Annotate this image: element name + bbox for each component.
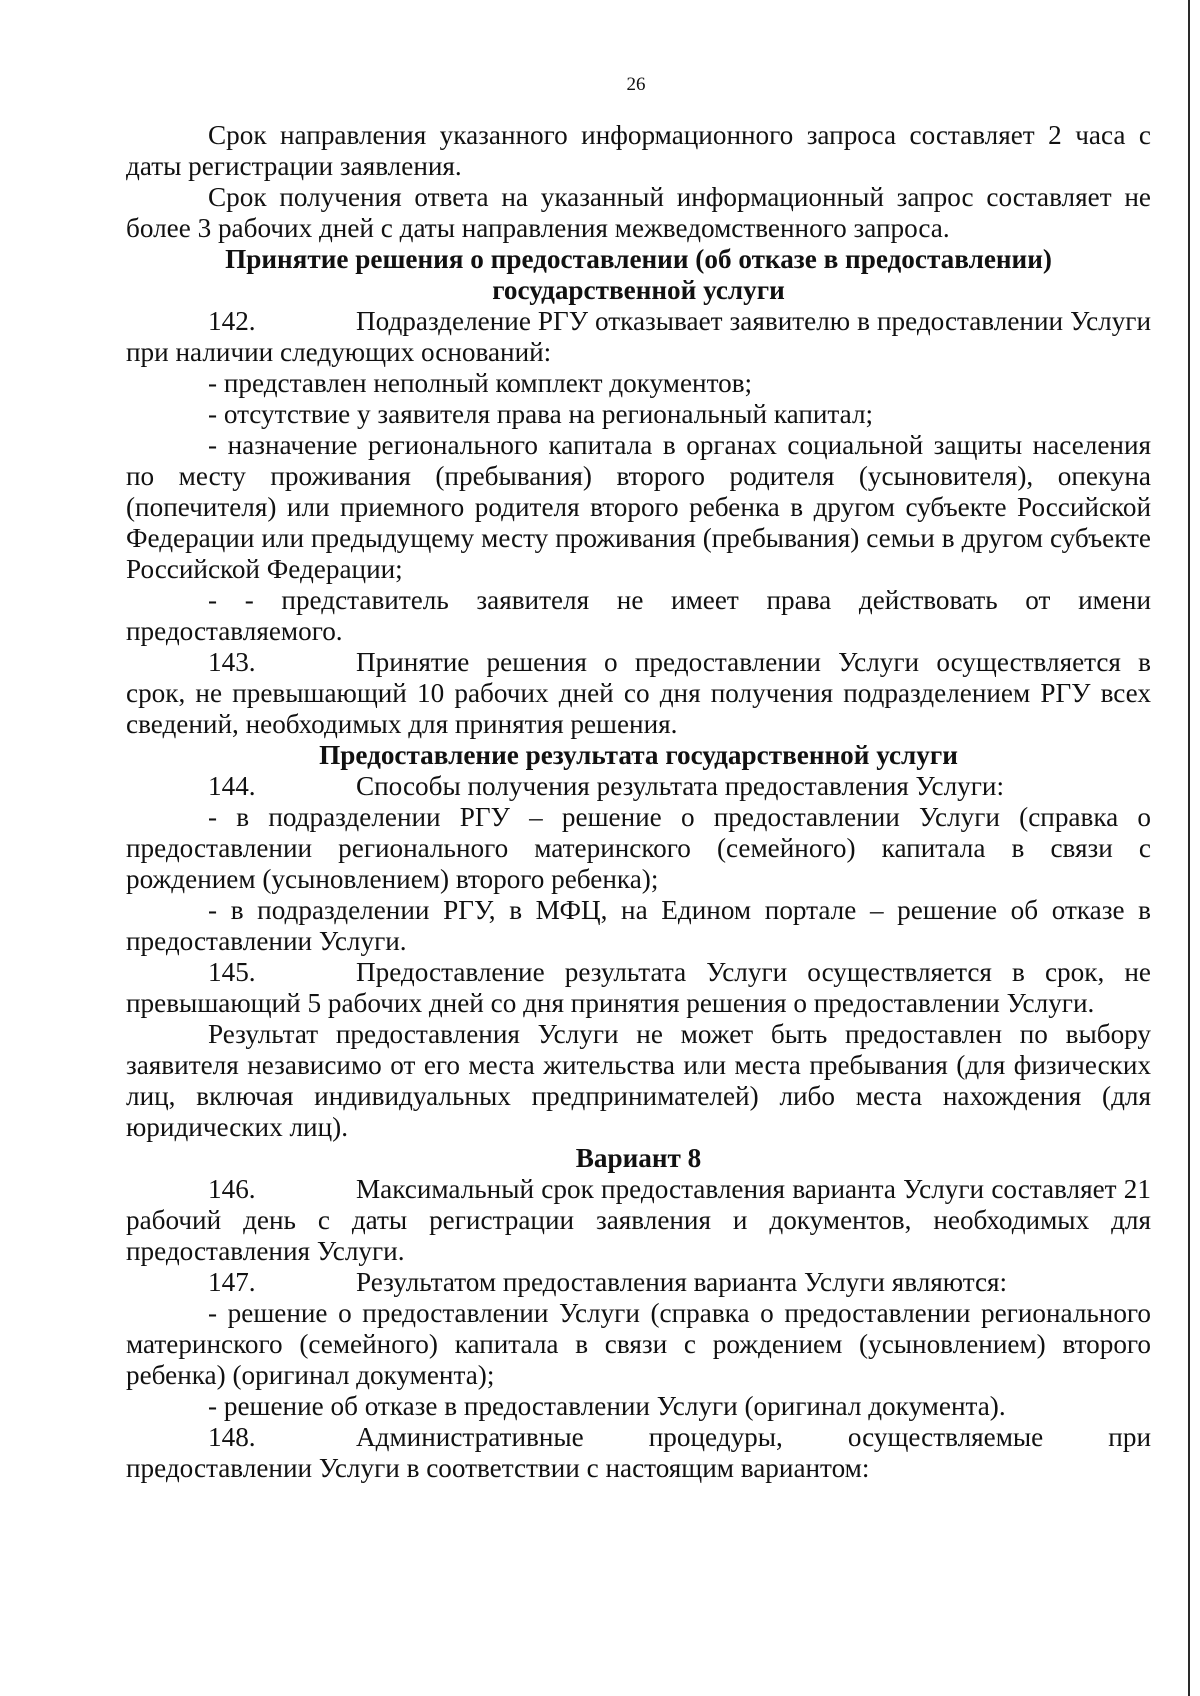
paragraph-text: Предоставление результата Услуги осуществляется в срок, не превышающий 5 рабочих дней со дня принятия решения о предоставлении Услуги. bbox=[126, 957, 1151, 1018]
paragraph-number: 144. bbox=[208, 771, 256, 801]
numbered-paragraph bbox=[126, 1267, 1151, 1298]
list-item: - - представитель заявителя не имеет права действовать от имени предоставляемого. bbox=[126, 585, 1151, 646]
list-item: - решение об отказе в предоставлении Услуги (оригинал документа). bbox=[208, 1391, 1006, 1421]
section-heading: государственной услуги bbox=[492, 275, 785, 305]
numbered-paragraph bbox=[126, 957, 1151, 1019]
paragraph-number: 147. bbox=[208, 1267, 256, 1297]
section-heading: Предоставление результата государственной услуги bbox=[319, 740, 958, 770]
paragraph-text: Результатом предоставления варианта Услуги являются: bbox=[356, 1267, 1008, 1297]
paragraph-text: Максимальный срок предоставления варианта Услуги составляет 21 рабочий день с даты регистрации заявления и документов, необходимых для предоставления Услуги. bbox=[126, 1174, 1151, 1266]
paragraph: Срок получения ответа на указанный информационный запрос составляет не более 3 рабочих дней с даты направления межведомственного запроса. bbox=[126, 182, 1151, 243]
paragraph-number: 143. bbox=[208, 647, 256, 677]
section-heading: Вариант 8 bbox=[575, 1143, 702, 1173]
numbered-paragraph bbox=[126, 306, 1151, 368]
list-item: - в подразделении РГУ – решение о предоставлении Услуги (справка о предоставлении регионального материнского (семейного) капитала в связи с рождением (усыновлением) второго ребенка); bbox=[126, 802, 1151, 894]
paragraph: Результат предоставления Услуги не может быть предоставлен по выбору заявителя независимо от его места жительства или места пребывания (для физических лиц, включая индивидуальных предпринимателей) либо места нахождения (для юридических лиц). bbox=[126, 1019, 1151, 1142]
paragraph-text: Принятие решения о предоставлении Услуги осуществляется в срок, не превышающий 10 рабочих дней со дня получения подразделением РГУ всех сведений, необходимых для принятия решения. bbox=[126, 647, 1151, 739]
scan-edge-line bbox=[1188, 0, 1190, 1696]
paragraph-number: 142. bbox=[208, 306, 256, 336]
numbered-paragraph bbox=[126, 647, 1151, 740]
numbered-paragraph bbox=[126, 771, 1151, 802]
paragraph-number: 146. bbox=[208, 1174, 256, 1204]
paragraph-text: Подразделение РГУ отказывает заявителю в предоставлении Услуги при наличии следующих оснований: bbox=[126, 306, 1151, 367]
paragraph-text: Административные процедуры, осуществляемые при предоставлении Услуги в соответствии с настоящим вариантом: bbox=[126, 1422, 1151, 1483]
numbered-paragraph bbox=[126, 1174, 1151, 1267]
section-heading: Принятие решения о предоставлении (об отказе в предоставлении) bbox=[225, 244, 1052, 274]
list-item: - отсутствие у заявителя права на региональный капитал; bbox=[208, 399, 874, 429]
paragraph-number: 145. bbox=[208, 957, 256, 987]
page-number: 26 bbox=[626, 74, 646, 95]
numbered-paragraph bbox=[126, 1422, 1151, 1484]
list-item: - представлен неполный комплект документов; bbox=[208, 368, 753, 398]
paragraph-text: Способы получения результата предоставления Услуги: bbox=[356, 771, 1005, 801]
list-item: - решение о предоставлении Услуги (справка о предоставлении регионального материнского (семейного) капитала в связи с рождением (усыновлением) второго ребенка) (оригинал документа); bbox=[126, 1298, 1151, 1390]
paragraph: Срок направления указанного информационного запроса составляет 2 часа с даты регистрации заявления. bbox=[126, 120, 1151, 181]
list-item: - в подразделении РГУ, в МФЦ, на Едином портале – решение об отказе в предоставлении Услуги. bbox=[126, 895, 1151, 956]
paragraph-number: 148. bbox=[208, 1422, 256, 1452]
list-item: - назначение регионального капитала в органах социальной защиты населения по месту проживания (пребывания) второго родителя (усыновителя), опекуна (попечителя) или приемного родителя второго ребенка в другом субъекте Российской Федерации или предыдущему месту проживания (пребывания) семьи в другом субъекте Российской Федерации; bbox=[126, 430, 1151, 584]
document-body bbox=[126, 120, 1151, 1484]
